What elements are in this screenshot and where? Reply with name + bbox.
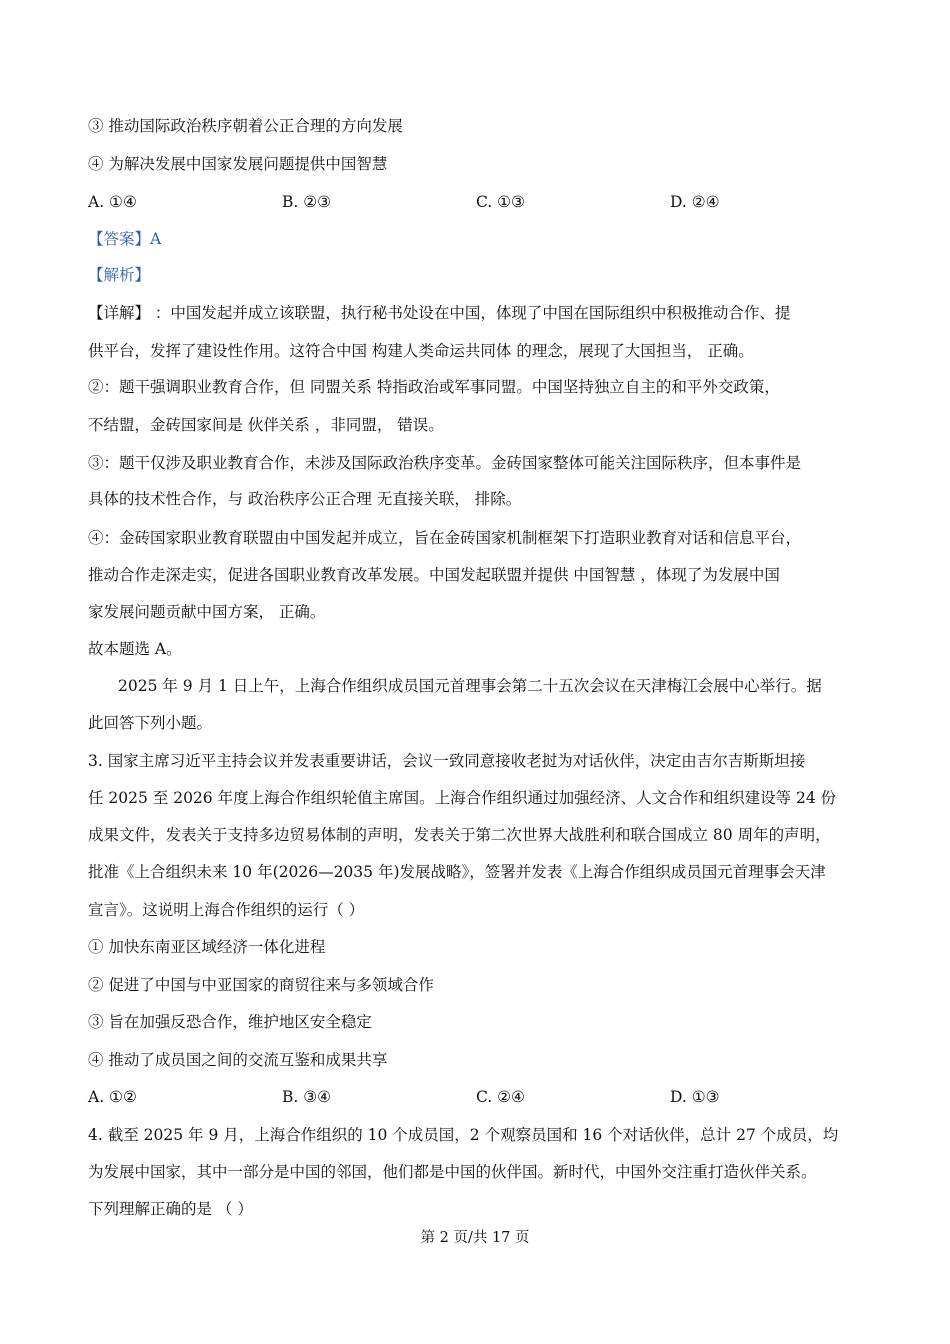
q2-option-b: B. ②③ — [282, 193, 332, 211]
detail-line-1: 【详解】 ：中国发起并成立该联盟，执行秘书处设在中国，体现了中国在国际组织中积极推动合作、提 — [88, 304, 791, 322]
q3-stem-line-2: 任 2025 至 2026 年度上海合作组织轮值主席国。上海合作组织通过加强经济、人文合作和组织建设等 24 份 — [88, 789, 837, 807]
detail-line-2: 供平台，发挥了建设性作用。这符合中国 构建人类命运共同体 的理念，展现了大国担当， 正确。 — [88, 342, 754, 360]
answer-line: 【答案】A — [88, 230, 162, 248]
q2-item-4: ④ 为解决发展中国家发展问题提供中国智慧 — [88, 155, 388, 173]
q3-item-1: ① 加快东南亚区域经济一体化进程 — [88, 938, 326, 956]
detail-line-4: 不结盟，金砖国家间是 伙伴关系 ，非同盟， 错误。 — [88, 416, 444, 434]
q4-stem-line-2: 为发展中国家，其中一部分是中国的邻国，他们都是中国的伙伴国。新时代，中国外交注重打造伙伴关系。 — [88, 1163, 817, 1181]
detail-line-8: 推动合作走深走实，促进各国职业教育改革发展。中国发起联盟并提供 中国智慧 ，体现了为发展中国 — [88, 566, 780, 584]
q3-item-3: ③ 旨在加强反恐合作，维护地区安全稳定 — [88, 1013, 372, 1031]
q3-option-b: B. ③④ — [282, 1088, 332, 1106]
q3-item-4: ④ 推动了成员国之间的交流互鉴和成果共享 — [88, 1051, 388, 1069]
conclusion-line: 故本题选 A。 — [88, 640, 182, 658]
detail-line-6: 具体的技术性合作，与 政治秩序公正合理 无直接关联， 排除。 — [88, 490, 522, 508]
intro-line-2: 此回答下列小题。 — [88, 714, 213, 732]
q2-option-d: D. ②④ — [670, 193, 720, 211]
detail-line-7: ④：金砖国家职业教育联盟由中国发起并成立，旨在金砖国家机制框架下打造职业教育对话和信息平台， — [88, 529, 802, 547]
q3-stem-line-3: 成果文件，发表关于支持多边贸易体制的声明，发表关于第二次世界大战胜利和联合国成立 80 周年的声明， — [88, 826, 831, 844]
detail-line-3: ②：题干强调职业教育合作，但 同盟关系 特指政治或军事同盟。中国坚持独立自主的和平外交政策， — [88, 378, 780, 396]
q3-option-d: D. ①③ — [670, 1088, 720, 1106]
q2-item-3: ③ 推动国际政治秩序朝着公正合理的方向发展 — [88, 117, 403, 135]
q3-stem-line-4: 批准《上合组织未来 10 年(2026—2035 年)发展战略》，签署并发表《上海合作组织成员国元首理事会天津 — [88, 863, 826, 881]
q3-option-a: A. ①② — [88, 1088, 137, 1106]
q3-option-c: C. ②④ — [476, 1088, 525, 1106]
q3-stem-line-5: 宣言》。这说明上海合作组织的运行（ ） — [88, 901, 365, 919]
detail-line-5: ③：题干仅涉及职业教育合作，未涉及国际政治秩序变革。金砖国家整体可能关注国际秩序，但本事件是 — [88, 454, 802, 472]
q4-stem-line-3: 下列理解正确的是 （ ） — [88, 1200, 253, 1218]
q2-option-a: A. ①④ — [88, 193, 137, 211]
q2-option-c: C. ①③ — [476, 193, 525, 211]
page-footer: 第 2 页/共 17 页 — [420, 1230, 530, 1246]
q3-stem-line-1: 3. 国家主席习近平主持会议并发表重要讲话，会议一致同意接收老挝为对话伙伴，决定由吉尔吉斯斯坦接 — [88, 752, 806, 770]
q4-stem-line-1: 4. 截至 2025 年 9 月，上海合作组织的 10 个成员国，2 个观察员国和 16 个对话伙伴，总计 27 个成员，均 — [88, 1126, 839, 1144]
analysis-label: 【解析】 — [88, 266, 151, 284]
detail-line-9: 家发展问题贡献中国方案， 正确。 — [88, 603, 326, 621]
intro-line-1: 2025 年 9 月 1 日上午，上海合作组织成员国元首理事会第二十五次会议在天津梅江会展中心举行。据 — [118, 677, 822, 695]
q3-item-2: ② 促进了中国与中亚国家的商贸往来与多领域合作 — [88, 976, 434, 994]
